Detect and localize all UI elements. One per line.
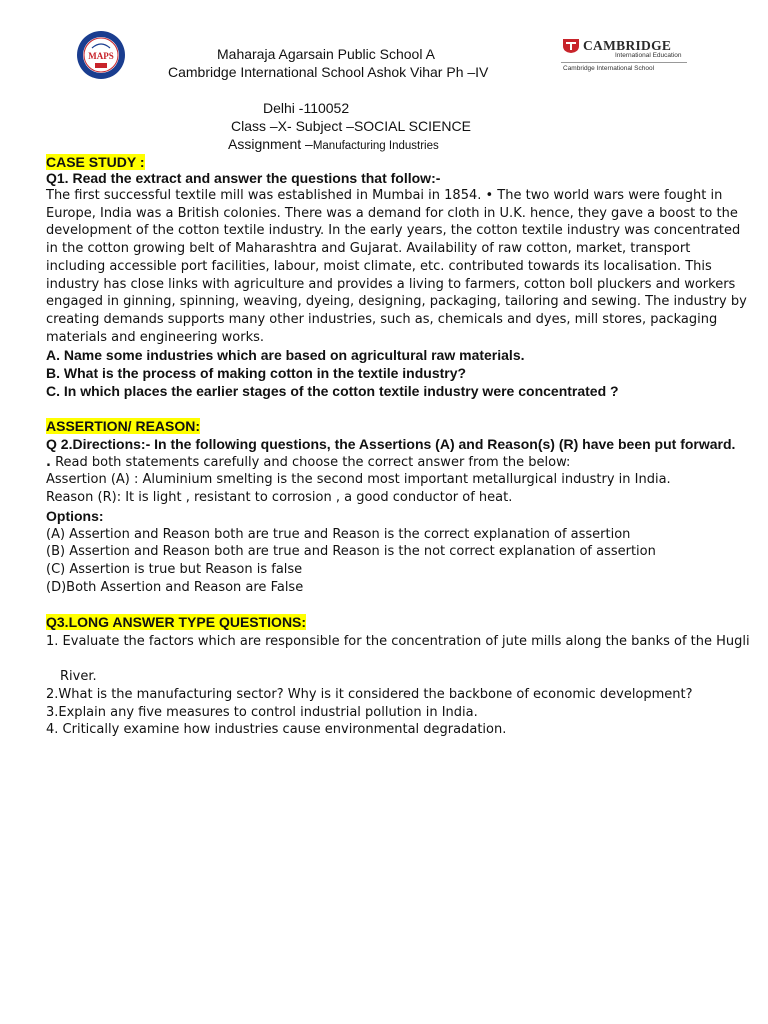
long-answer-q2: 2.What is the manufacturing sector? Why is it considered the backbone of economic development? <box>46 687 693 702</box>
option-item: (A) Assertion and Reason both are true and Reason is the correct explanation of assertion <box>46 527 631 542</box>
long-answer-q1: 1. Evaluate the factors which are responsible for the concentration of jute mills along the banks of the Hugli <box>46 634 750 649</box>
passage-line: Europe, India was a British colonies. There was a demand for cloth in U.K. hence, they gave a boost to the <box>46 206 738 221</box>
school-name-line2: Cambridge International School Ashok Vihar Ph –IV <box>168 64 489 80</box>
cambridge-subtitle: International Education <box>615 52 682 59</box>
long-answer-heading: Q3.LONG ANSWER TYPE QUESTIONS: <box>46 614 307 630</box>
school-seal-logo <box>76 30 126 80</box>
reason-statement: Reason (R): It is light , resistant to corrosion , a good conductor of heat. <box>46 490 513 505</box>
assertion-statement: Assertion (A) : Aluminium smelting is the second most important metallurgical industry in India. <box>46 472 671 487</box>
q2-directions: Q 2.Directions:- In the following questions, the Assertions (A) and Reason(s) (R) have been put forward. <box>46 436 736 452</box>
cambridge-wordmark: CAMBRIDGE <box>583 38 672 53</box>
option-item: (C) Assertion is true but Reason is false <box>46 562 303 577</box>
passage-line: engaged in ginning, spinning, weaving, dyeing, designing, packaging, tailoring and sewing. The industry by <box>46 294 747 309</box>
option-item: (B) Assertion and Reason both are true and Reason is the not correct explanation of assertion <box>46 544 656 559</box>
class-subject-line: Class –X- Subject –SOCIAL SCIENCE <box>231 118 471 134</box>
long-answer-q3: 3.Explain any five measures to control industrial pollution in India. <box>46 705 478 720</box>
seal-text: MAPS <box>88 51 114 61</box>
passage-line: creating demands supports many other industries, such as, chemicals and dyes, mill stores, packaging <box>46 312 718 327</box>
assignment-title: Assignment –Manufacturing Industries <box>228 136 439 152</box>
cambridge-logo <box>561 38 691 74</box>
option-item: (D)Both Assertion and Reason are False <box>46 580 304 595</box>
q1-prompt: Q1. Read the extract and answer the questions that follow:- <box>46 170 441 186</box>
case-study-heading: CASE STUDY : <box>46 154 145 170</box>
passage-line: in the cotton growing belt of Maharashtra and Gujarat. Availability of raw cotton, market, transport <box>46 241 691 256</box>
cambridge-school-name: Cambridge International School <box>563 65 655 72</box>
subquestion-c: C. In which places the earlier stages of the cotton textile industry were concentrated ? <box>46 383 619 399</box>
school-name-line1: Maharaja Agarsain Public School A <box>217 46 435 62</box>
passage-line: including accessible port facilities, labour, moist climate, etc. contributed towards its localisation. This <box>46 259 712 274</box>
options-label: Options: <box>46 508 104 524</box>
passage-line: materials and engineering works. <box>46 330 265 345</box>
assertion-heading: ASSERTION/ REASON: <box>46 418 201 434</box>
passage-line: industry has close links with agriculture and provides a living to farmers, cotton boll pluckers and workers <box>46 277 736 292</box>
cambridge-shield-icon <box>563 39 579 53</box>
school-address: Delhi -110052 <box>263 100 350 116</box>
passage-line: The first successful textile mill was established in Mumbai in 1854. • The two world wars were fought in <box>46 188 723 203</box>
q2-instruction: . Read both statements carefully and choose the correct answer from the below: <box>46 455 571 470</box>
passage-line: development of the cotton textile industry. In the early years, the cotton textile industry was concentrated <box>46 223 741 238</box>
divider <box>561 62 687 63</box>
long-answer-q4: 4. Critically examine how industries cause environmental degradation. <box>46 722 507 737</box>
subquestion-b: B. What is the process of making cotton in the textile industry? <box>46 365 467 381</box>
subquestion-a: A. Name some industries which are based on agricultural raw materials. <box>46 347 525 363</box>
long-answer-q1-continued: River. <box>60 669 97 684</box>
